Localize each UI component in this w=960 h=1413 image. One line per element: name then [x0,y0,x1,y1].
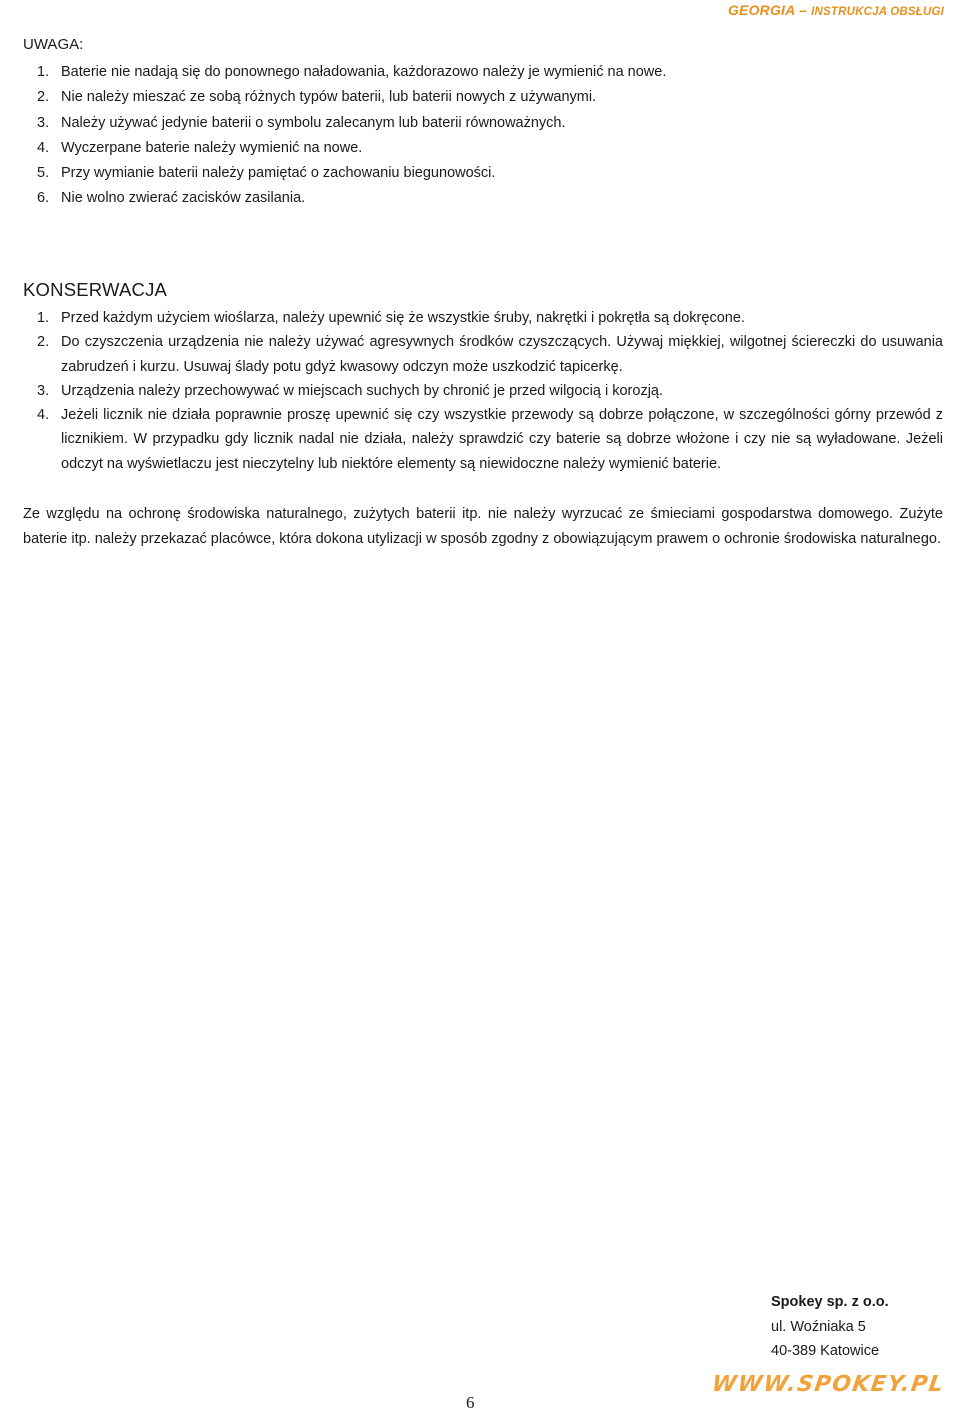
company-street: ul. Woźniaka 5 [771,1318,866,1335]
page-number: 6 [466,1393,475,1412]
company-name: Spokey sp. z o.o. [771,1294,889,1310]
header-dash: – [799,2,808,18]
header-brand: GEORGIA [727,2,795,18]
list-item: 3. Należy używać jedynie baterii o symbolu zalecanym lub baterii równoważnych. [37,114,566,131]
maintenance-title: KONSERWACJA [23,279,168,300]
warning-list [37,60,666,212]
environment-note: Ze względu na ochronę środowiska naturalnego, zużytych baterii itp. nie należy wyrzucać ze śmieciami gospodarstwa domowego. Zużyte baterie itp. należy przekazać placówce, która dokona utylizacji w sposób zgodny z obowiązującym prawem o ochronie środowiska naturalnego. [23,506,943,547]
document-header [728,2,944,18]
list-item: 4. Jeżeli licznik nie działa poprawnie proszę upewnić się czy wszystkie przewody są dobrze połączone, w szczególności górny przewód z licznikiem. W przypadku gdy licznik nadal nie działa, należy sprawdzić czy baterie są dobrze włożone i czy nie są wyładowane. Jeżeli odczyt na wyświetlaczu jest nieczytelny lub niektóre elementy są niewidoczne należy wymienić baterie. [37,407,943,472]
company-city: 40-389 Katowice [771,1343,880,1359]
list-item: 6. Nie wolno zwierać zacisków zasilania. [37,190,306,207]
list-item: 2. Nie należy mieszać ze sobą różnych typów baterii, lub baterii nowych z używanymi. [37,89,597,106]
warning-title: UWAGA: [23,36,84,53]
list-item: 1. Przed każdym użyciem wioślarza, należy upewnić się że wszystkie śruby, nakrętki i pokrętła są dokręcone. [37,310,745,326]
header-subtitle: INSTRUKCJA OBSŁUGI [811,6,944,18]
list-item: 5. Przy wymianie baterii należy pamiętać o zachowaniu biegunowości. [37,165,496,182]
list-item: 1. Baterie nie nadają się do ponownego naładowania, każdorazowo należy je wymienić na nowe. [37,64,667,80]
spokey-logo: WWW.SPOKEY.PL [710,1372,947,1397]
list-item: 4. Wyczerpane baterie należy wymienić na nowe. [37,139,363,156]
company-address [771,1290,889,1364]
list-item: 2. Do czyszczenia urządzenia nie należy używać agresywnych środków czyszczących. Używaj miękkiej, wilgotnej ściereczki do usuwania zabrudzeń i kurzu. Usuwaj ślady potu gdyż kwasowy odczyn może uszkodzić tapicerkę. [37,334,943,375]
list-item: 3. Urządzenia należy przechowywać w miejscach suchych by chronić je przed wilgocią i korozją. [37,382,664,399]
maintenance-list [37,306,943,476]
